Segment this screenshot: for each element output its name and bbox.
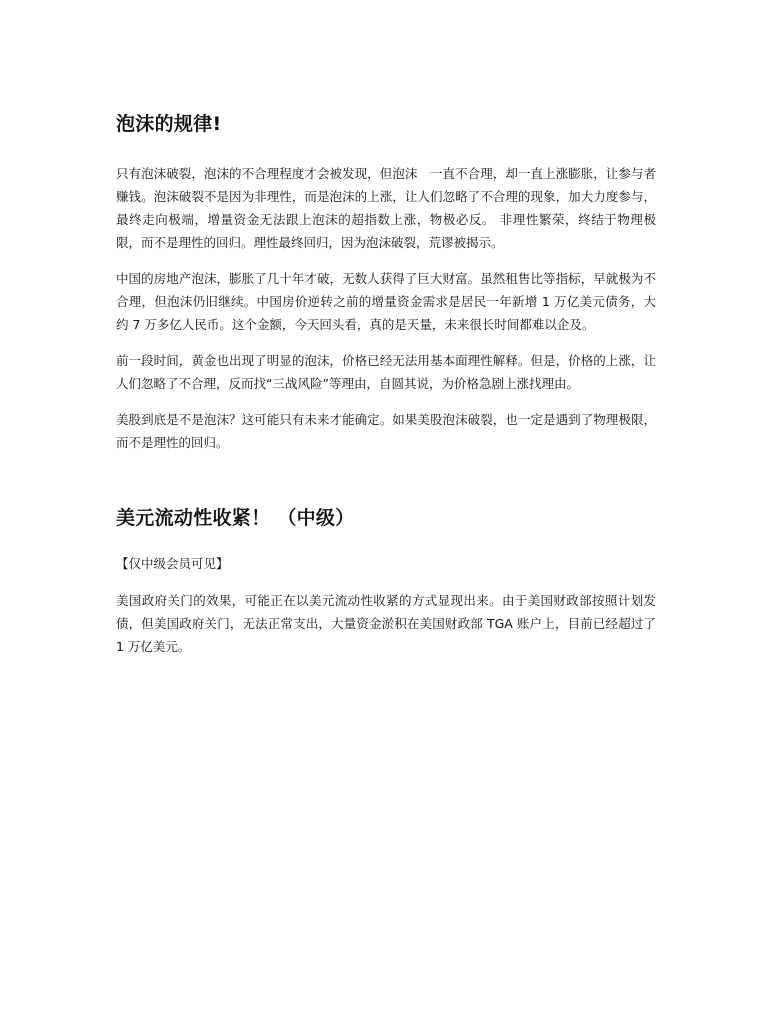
paragraph: 中国的房地产泡沫，膨胀了几十年才破，无数人获得了巨大财富。虽然租售比等指标，早就极为不合理，但泡沫仍旧继续。中国房价逆转之前的增量资金需求是居民一年新增 1 万亿美元债务，大约 7 万多亿人民币。这个金额，今天回头看，真的是天量，未来很长时间都难以企及。 — [116, 271, 656, 332]
paragraph: 美国政府关门的效果，可能正在以美元流动性收紧的方式显现出来。由于美国财政部按照计划发债，但美国政府关门，无法正常支出，大量资金淤积在美国财政部 TGA 账户上，目前已经超过了 1 万亿美元。 — [116, 593, 656, 654]
paragraph: 只有泡沫破裂，泡沫的不合理程度才会被发现，但泡沫 一直不合理，却一直上涨膨胀，让参与者赚钱。泡沫破裂不是因为非理性，而是泡沫的上涨，让人们忽略了不合理的现象，加大力度参与，最终走向极端，增量资金无法跟上泡沫的超指数上涨，物极必反。 非理性繁荣，终结于物理极限，而不是理性的回归。理性最终回归，因为泡沫破裂，荒谬被揭示。 — [116, 166, 656, 250]
paragraph: 美股到底是不是泡沫？这可能只有未来才能确定。如果美股泡沫破裂，也一定是遇到了物理极限，而不是理性的回归。 — [116, 412, 656, 450]
section-title-bubble-rules: 泡沫的规律! — [116, 113, 222, 135]
section-title-dollar-liquidity: 美元流动性收紧！ （中级） — [116, 507, 355, 529]
paragraph: 前一段时间，黄金也出现了明显的泡沫，价格已经无法用基本面理性解释。但是，价格的上涨，让人们忽略了不合理，反而找“三战风险”等理由，自圆其说，为价格急剧上涨找理由。 — [116, 353, 656, 391]
article-body — [116, 108, 656, 671]
members-only-note: 【仅中级会员可见】 — [116, 556, 229, 571]
